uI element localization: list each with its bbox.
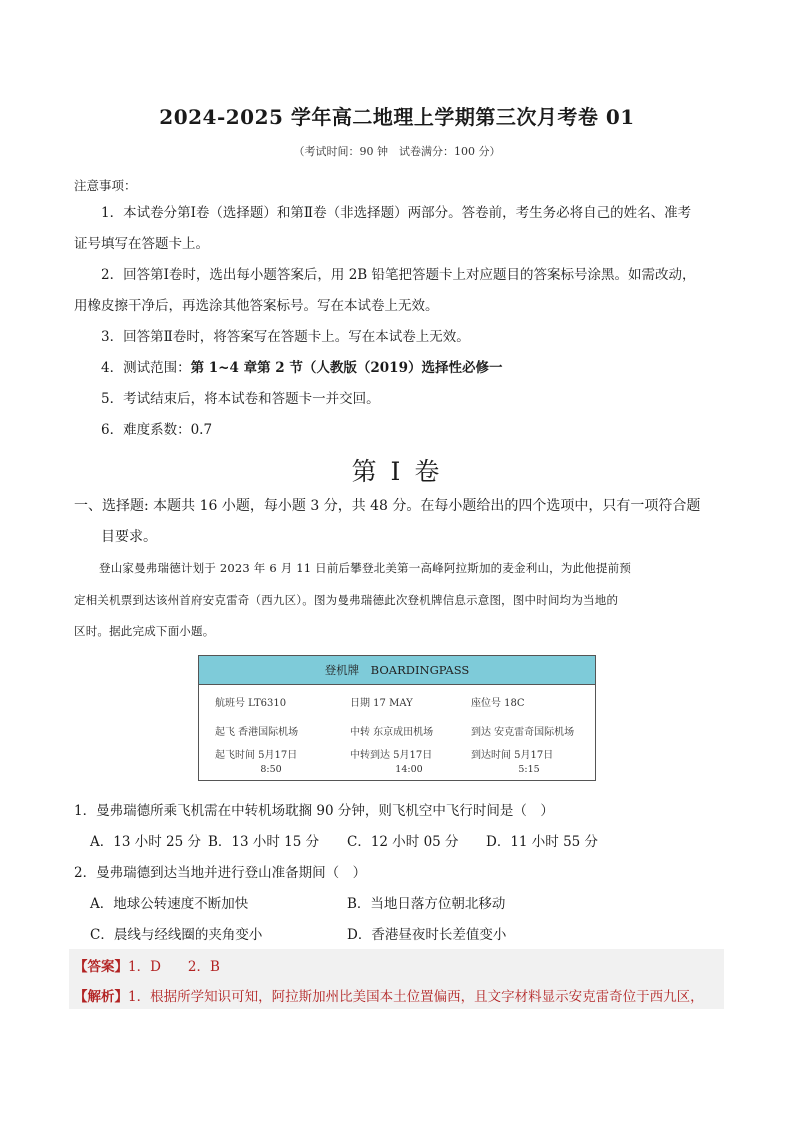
- arrival-time: 5:15: [518, 764, 540, 775]
- flight-number: 航班号 LT6310: [215, 698, 287, 709]
- story-line-2: 定相关机票到达该州首府安克雷奇（西九区）。图为曼弗瑞德此次登机牌信息示意图，图中时间均为当地的: [74, 592, 619, 607]
- notice-item-4-value: 第 1~4 章第 2 节（人教版（2019）选择性必修一: [190, 360, 503, 376]
- analysis-tag: 【解析】: [74, 989, 128, 1005]
- analysis-line: [74, 985, 704, 1005]
- notice-item-1-line-2: 证号填写在答题卡上。: [74, 236, 209, 252]
- question-1-option-b: B．13 小时 15 分: [208, 834, 320, 850]
- departure-airport: 起飞 香港国际机场: [215, 727, 299, 738]
- exam-subtitle: （考试时间：90 钟 试卷满分：100 分）: [293, 145, 501, 158]
- question-1-stem: 1．曼弗瑞德所乘飞机需在中转机场耽搁 90 分钟，则飞机空中飞行时间是（ ）: [74, 803, 554, 819]
- arrival-time-label: 到达时间 5月17日: [471, 750, 554, 761]
- notice-item-1-line-1: 1．本试卷分第Ⅰ卷（选择题）和第Ⅱ卷（非选择题）两部分。答卷前，考生务必将自己的姓名、准考: [101, 205, 692, 221]
- transfer-time: 14:00: [395, 764, 423, 775]
- notice-item-2-line-1: 2．回答第Ⅰ卷时，选出每小题答案后，用 2B 铅笔把答题卡上对应题目的答案标号涂黑。如需改动，: [101, 267, 696, 283]
- question-1-option-c: C．12 小时 05 分: [347, 834, 459, 850]
- question-2-option-b: B．当地日落方位朝北移动: [347, 896, 506, 912]
- boarding-pass-header: 登机牌 BOARDINGPASS: [199, 656, 595, 685]
- analysis-text: 1．根据所学知识可知，阿拉斯加州比美国本土位置偏西，且文字材料显示安克雷奇位于西九区，: [128, 989, 704, 1005]
- question-2-option-c: C．晨线与经线圈的夹角变小: [90, 927, 263, 943]
- departure-time: 8:50: [260, 764, 282, 775]
- notice-heading: 注意事项：: [74, 178, 137, 193]
- seat-number: 座位号 18C: [471, 698, 525, 709]
- boarding-pass-figure: [198, 655, 596, 781]
- notice-item-4: [74, 353, 724, 384]
- answer-tag: 【答案】: [74, 959, 128, 975]
- section-instructions: [74, 491, 728, 553]
- notice-item-4-label: 4．测试范围：: [101, 360, 191, 376]
- departure-time-label: 起飞时间 5月17日: [215, 750, 298, 761]
- question-1-option-d: D．11 小时 55 分: [486, 834, 599, 850]
- story-line-3: 区时。据此完成下面小题。: [74, 624, 215, 638]
- section-title: 第 I 卷: [351, 457, 443, 486]
- story-line-1: 登山家曼弗瑞德计划于 2023 年 6 月 11 日前后攀登北美第一高峰阿拉斯加的麦金利山，为此他提前预: [99, 561, 632, 575]
- flight-date: 日期 17 MAY: [350, 698, 413, 709]
- section-instructions-line-2: 目要求。: [101, 529, 157, 545]
- notice-item-6: 6．难度系数：0.7: [101, 422, 213, 438]
- transfer-time-label: 中转到达 5月17日: [350, 750, 433, 761]
- story-paragraph: [74, 553, 728, 648]
- transfer-airport: 中转 东京成田机场: [350, 727, 434, 738]
- section-instructions-line-1: 一、选择题: 本题共 16 小题，每小题 3 分，共 48 分。在每小题给出的四个选项中，只有一项符合题: [74, 498, 701, 514]
- answer-line: [74, 955, 220, 975]
- question-2-stem: 2．曼弗瑞德到达当地并进行登山准备期间（ ）: [74, 865, 367, 881]
- exam-title: 2024-2025 学年高二地理上学期第三次月考卷 01: [159, 105, 635, 129]
- question-2-option-a: A．地球公转速度不断加快: [90, 896, 249, 912]
- notice-item-5: 5．考试结束后，将本试卷和答题卡一并交回。: [101, 391, 380, 407]
- answer-text: 1．D 2．B: [128, 959, 220, 975]
- notice-item-2-line-2: 用橡皮擦干净后，再选涂其他答案标号。写在本试卷上无效。: [74, 298, 439, 314]
- notice-list: [74, 198, 724, 446]
- arrival-airport: 到达 安克雷奇国际机场: [471, 727, 575, 738]
- question-2-option-d: D．香港昼夜时长差值变小: [347, 927, 507, 943]
- notice-item-3: 3．回答第Ⅱ卷时，将答案写在答题卡上。写在本试卷上无效。: [101, 329, 470, 345]
- question-1-option-a: A．13 小时 25 分: [90, 834, 201, 850]
